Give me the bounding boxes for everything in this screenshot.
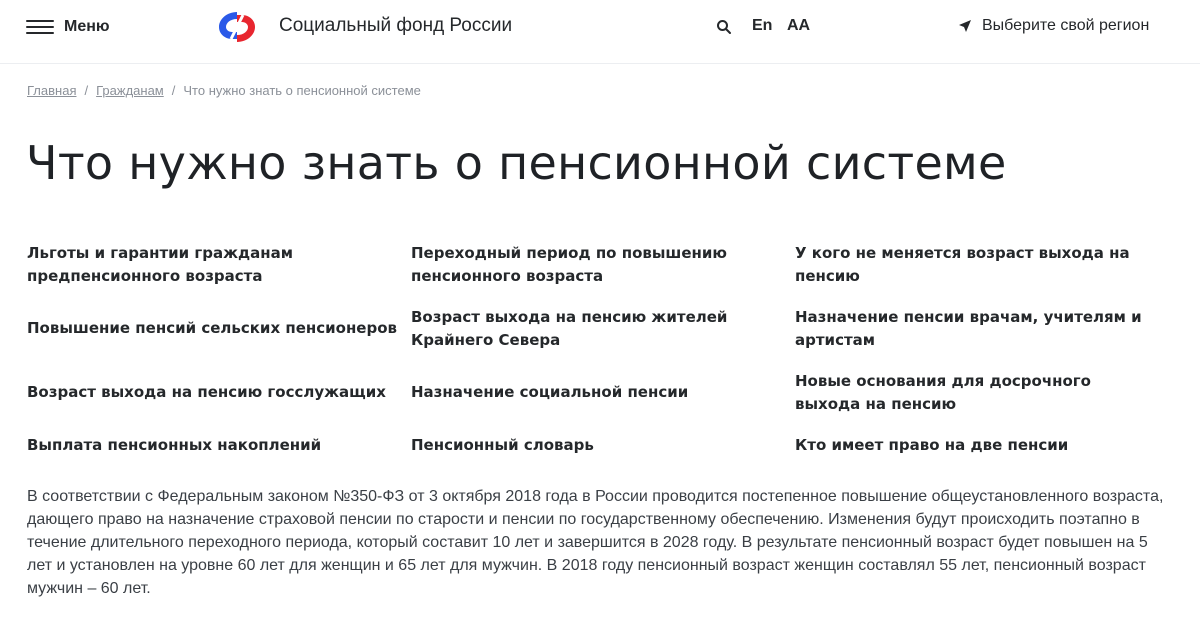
sfr-logo-icon[interactable] — [215, 8, 259, 46]
topic-link[interactable]: Льготы и гарантии гражданам предпенсионного возраста — [27, 244, 294, 285]
hamburger-icon — [26, 20, 54, 34]
topic-link[interactable]: Назначение социальной пенсии — [411, 383, 689, 401]
menu-label: Меню — [64, 18, 110, 35]
breadcrumb-current: Что нужно знать о пенсионной системе — [183, 83, 421, 98]
font-size-toggle[interactable]: AA — [787, 17, 811, 34]
topic-link[interactable]: Возраст выхода на пенсию жителей Крайнего Севера — [411, 308, 728, 349]
location-arrow-icon — [958, 19, 972, 33]
topic-link[interactable]: Возраст выхода на пенсию госслужащих — [27, 383, 386, 401]
menu-button[interactable] — [26, 14, 110, 40]
topic-link[interactable]: Повышение пенсий сельских пенсионеров — [27, 319, 398, 337]
topic-link[interactable]: Назначение пенсии врачам, учителям и артистам — [795, 308, 1142, 349]
topic-link[interactable]: Пенсионный словарь — [411, 436, 594, 454]
topic-link[interactable]: Переходный период по повышению пенсионного возраста — [411, 244, 727, 285]
region-label: Выберите свой регион — [982, 17, 1150, 34]
region-selector[interactable] — [958, 17, 1149, 35]
breadcrumb-separator: / — [171, 83, 176, 98]
breadcrumb-separator: / — [84, 83, 89, 98]
breadcrumb-section[interactable]: Гражданам — [96, 83, 164, 98]
topic-link[interactable]: У кого не меняется возраст выхода на пенсию — [795, 244, 1130, 285]
brand-name[interactable]: Социальный фонд России — [279, 15, 513, 36]
language-switch[interactable]: En — [752, 17, 773, 34]
breadcrumb-home[interactable]: Главная — [27, 83, 77, 98]
topic-link[interactable]: Кто имеет право на две пенсии — [795, 436, 1069, 454]
intro-paragraph: В соответствии с Федеральным законом №350-ФЗ от 3 октября 2018 года в России проводится постепенное повышение общеустановленного возраста, дающего право на назначение страховой пенсии по старости и пенсии по государственному обеспечению. Изменения будут происходить поэтапно в течение длительного переходного периода, который составит 10 лет и завершится в 2028 году. В результате пенсионный возраст будет повышен на 5 лет и установлен на уровне 60 лет для женщин и 65 лет для мужчин. В 2018 году пенсионный возраст женщин составлял 55 лет, пенсионный возраст мужчин – 60 лет. — [27, 488, 1164, 597]
site-header — [0, 0, 1200, 64]
breadcrumb — [27, 83, 421, 98]
topic-link[interactable]: Выплата пенсионных накоплений — [27, 436, 322, 454]
topic-link[interactable]: Новые основания для досрочного выхода на пенсию — [795, 372, 1091, 413]
page-title: Что нужно знать о пенсионной системе — [26, 136, 1007, 190]
search-icon[interactable] — [716, 19, 732, 35]
